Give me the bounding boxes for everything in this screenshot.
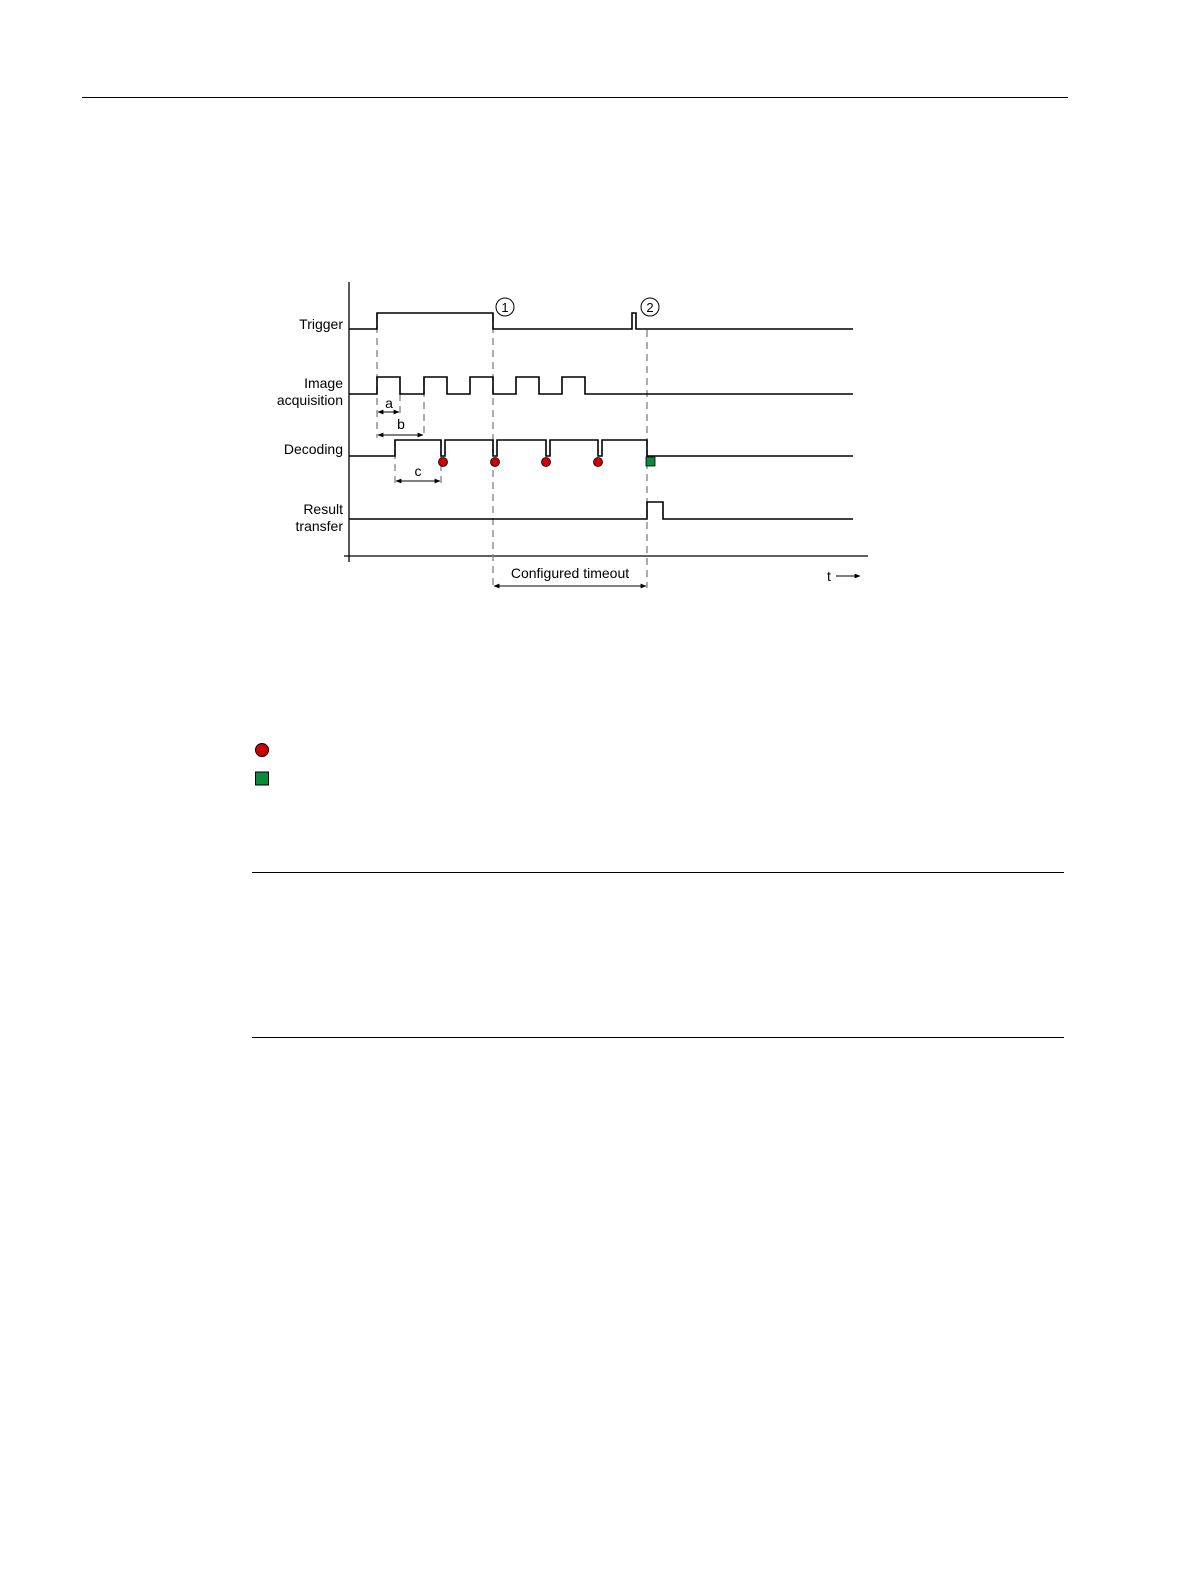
image-acquisition-signal (349, 377, 853, 394)
legend-red-circle-icon (256, 744, 269, 757)
legend-green-square-icon (256, 772, 269, 785)
trigger-signal (349, 313, 853, 329)
trigger-label: Trigger (299, 316, 343, 332)
decoding-label: Decoding (283, 441, 343, 457)
result-transfer-label-1: Result (303, 501, 343, 517)
marker-1-label: 1 (501, 300, 509, 315)
failed-decode-marker (542, 458, 551, 467)
decoding-signal (349, 440, 853, 456)
image-acquisition-label-1: Image (304, 375, 343, 391)
failed-decode-marker (491, 458, 500, 467)
interval-b-label: b (397, 416, 405, 432)
failed-decode-marker (439, 458, 448, 467)
marker-2-label: 2 (646, 300, 654, 315)
result-transfer-signal (349, 502, 853, 519)
time-axis-label: t (827, 568, 831, 584)
failed-decode-marker (594, 458, 603, 467)
configured-timeout-label: Configured timeout (510, 565, 630, 581)
interval-c-label: c (414, 463, 422, 479)
successful-decode-marker (646, 457, 655, 466)
image-acquisition-label-2: acquisition (276, 392, 343, 408)
result-transfer-label-2: transfer (295, 518, 343, 534)
interval-a-label: a (385, 395, 393, 411)
